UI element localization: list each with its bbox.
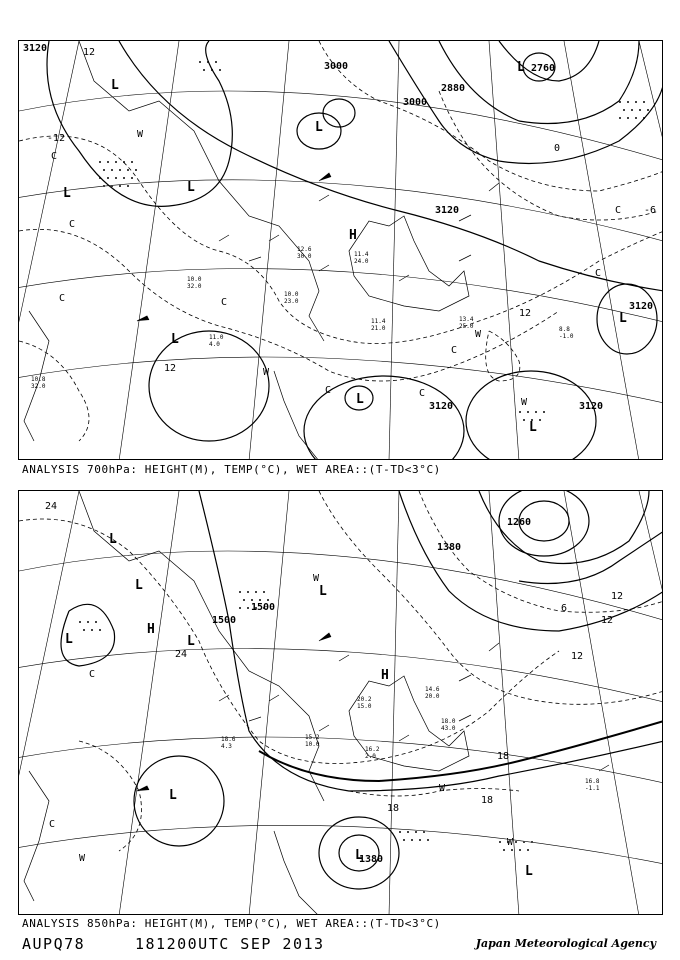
low-center: L xyxy=(169,788,177,803)
temperature-label: 12 xyxy=(519,308,532,319)
temperature-labels xyxy=(45,501,623,814)
cold-center: C xyxy=(419,388,426,399)
station-value: 18.0 43.0 xyxy=(441,718,456,732)
station-value: 13.4 25.0 xyxy=(459,316,474,330)
station-value: 11.4 24.0 xyxy=(354,251,369,265)
height-label: 1380 xyxy=(359,854,384,865)
low-center: L xyxy=(356,392,364,407)
temperature-label: -6 xyxy=(644,205,657,216)
height-label: 3120 xyxy=(429,401,454,412)
station-value: 11.0 4.0 xyxy=(209,334,224,348)
cold-center: C xyxy=(615,205,622,216)
low-center: L xyxy=(187,180,195,195)
pressure-centers xyxy=(63,60,627,435)
height-label: 1500 xyxy=(251,602,276,613)
low-center: L xyxy=(517,60,525,75)
temperature-label: 18 xyxy=(481,795,494,806)
temperature-label: 18 xyxy=(497,751,510,762)
high-center: H xyxy=(381,668,389,683)
low-center: L xyxy=(187,634,195,649)
height-label: 3120 xyxy=(579,401,604,412)
height-label: 3120 xyxy=(629,301,654,312)
warm-center: W xyxy=(439,783,446,794)
warm-center: W xyxy=(79,853,86,864)
product-id: AUPQ78 xyxy=(22,935,86,953)
high-center: H xyxy=(147,622,155,637)
height-contours xyxy=(61,491,663,889)
caption-850hpa: ANALYSIS 850hPa: HEIGHT(M), TEMP(°C), WET AREA::(T-TD<3°C) xyxy=(22,917,441,930)
low-center: L xyxy=(315,120,323,135)
height-label: 1260 xyxy=(507,517,532,528)
station-value: 20.2 15.0 xyxy=(357,696,372,710)
station-value: 12.6 30.0 xyxy=(297,246,312,260)
low-center: L xyxy=(135,578,143,593)
station-value: 14.6 20.0 xyxy=(425,686,440,700)
temperature-contours xyxy=(19,41,663,441)
cold-center: C xyxy=(49,819,56,830)
station-plots xyxy=(31,246,574,390)
temperature-label: 18 xyxy=(387,803,400,814)
station-value: 16.2 2.0 xyxy=(365,746,380,760)
temperature-label: -12 xyxy=(47,133,66,144)
station-value: 11.4 21.0 xyxy=(371,318,386,332)
temperature-label: 24 xyxy=(45,501,58,512)
station-value: 18.6 4.3 xyxy=(221,736,236,750)
temperature-label: 12 xyxy=(571,651,584,662)
valid-time: 181200UTC SEP 2013 xyxy=(135,935,325,953)
height-label: 3120 xyxy=(435,205,460,216)
cold-center: C xyxy=(69,219,76,230)
low-center: L xyxy=(111,78,119,93)
warm-center: W xyxy=(263,367,270,378)
height-label: 3000 xyxy=(324,61,349,72)
warm-center: W xyxy=(507,837,514,848)
height-label: 3000 xyxy=(403,97,428,108)
warm-center: W xyxy=(313,573,320,584)
cold-center: C xyxy=(59,293,66,304)
station-value: 10.0 32.0 xyxy=(187,276,202,290)
coastline xyxy=(24,491,469,915)
pressure-centers xyxy=(65,532,533,879)
height-label: 3120 xyxy=(23,43,48,54)
low-center: L xyxy=(109,532,117,547)
temperature-label: 0 xyxy=(554,143,561,154)
temperature-label: 12 xyxy=(83,47,96,58)
temperature-label: 12 xyxy=(164,363,177,374)
low-center: L xyxy=(619,311,627,326)
low-center: L xyxy=(525,864,533,879)
low-center: L xyxy=(63,186,71,201)
caption-700hpa: ANALYSIS 700hPa: HEIGHT(M), TEMP(°C), WET AREA::(T-TD<3°C) xyxy=(22,463,441,476)
chart-850hpa xyxy=(18,490,663,915)
cold-center: C xyxy=(325,385,332,396)
station-value: 8.8 -1.0 xyxy=(559,326,574,340)
height-label: 1500 xyxy=(212,615,237,626)
low-center: L xyxy=(171,332,179,347)
cold-center: C xyxy=(451,345,458,356)
chart-700hpa xyxy=(18,40,663,460)
agency-name: Japan Meteorological Agency xyxy=(475,937,656,950)
graticule xyxy=(19,41,663,460)
temperature-label: 12 xyxy=(611,591,624,602)
graticule xyxy=(19,491,663,915)
height-label: 2760 xyxy=(531,63,556,74)
low-center: L xyxy=(65,632,73,647)
high-center: H xyxy=(349,228,357,243)
height-label: 1380 xyxy=(437,542,462,553)
warm-center: W xyxy=(475,329,482,340)
cold-center: C xyxy=(51,151,58,162)
station-value: 16.8 -1.1 xyxy=(585,778,600,792)
height-labels xyxy=(212,517,531,865)
station-value: 10.8 32.0 xyxy=(31,376,46,390)
warm-center: W xyxy=(137,129,144,140)
map-850hpa xyxy=(19,491,663,915)
temperature-label: 6 xyxy=(561,603,568,614)
height-labels xyxy=(23,43,653,412)
temperature-label: 12 xyxy=(601,615,614,626)
wind-barbs xyxy=(137,633,609,791)
temperature-label: 24 xyxy=(175,649,188,660)
cold-center: C xyxy=(595,268,602,279)
warm-center: W xyxy=(521,397,528,408)
height-label: 2880 xyxy=(441,83,466,94)
station-value: 10.0 23.0 xyxy=(284,291,299,305)
cold-center: C xyxy=(89,669,96,680)
station-value: 15.2 10.0 xyxy=(305,734,320,748)
low-center: L xyxy=(319,584,327,599)
low-center: L xyxy=(529,420,537,435)
map-700hpa xyxy=(19,41,663,460)
low-center: L xyxy=(355,848,363,863)
cold-center: C xyxy=(221,297,228,308)
